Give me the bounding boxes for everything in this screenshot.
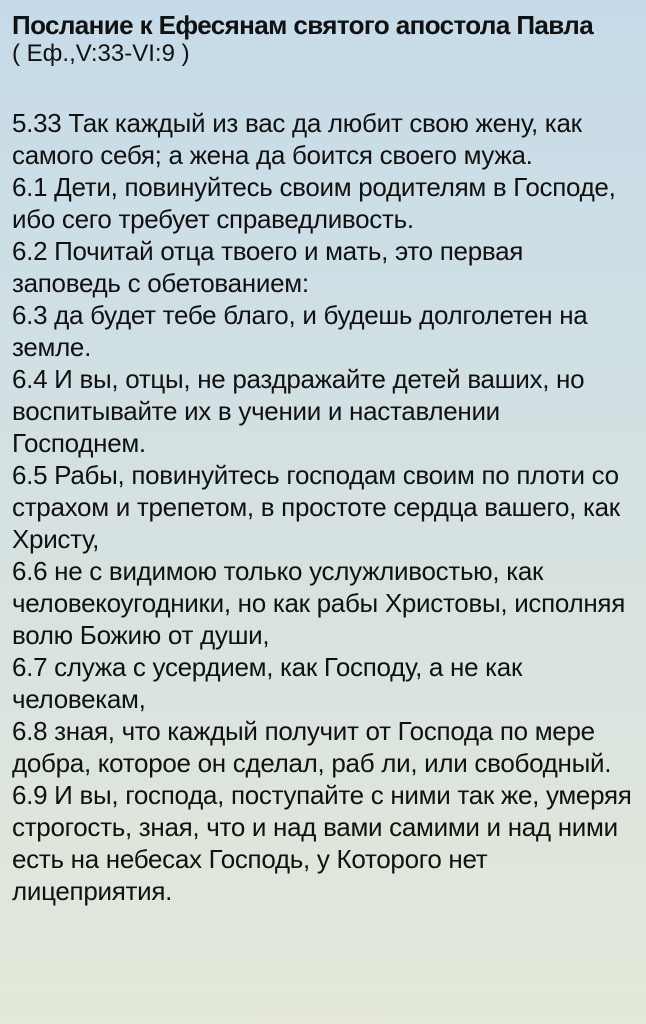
verse-6-4: 6.4 И вы, отцы, не раздражайте детей ваших, но воспитывайте их в учении и наставлении Господнем. xyxy=(12,364,585,458)
verse-6-2: 6.2 Почитай отца твоего и мать, это первая заповедь с обетованием: xyxy=(12,236,524,298)
verse-5-33: 5.33 Так каждый из вас да любит свою жену, как самого себя; а жена да боится своего мужа. xyxy=(12,108,582,170)
verse-6-7: 6.7 служа с усердием, как Господу, а не как человекам, xyxy=(12,652,523,714)
verse-6-8: 6.8 зная, что каждый получит от Господа по мере добра, которое он сделал, раб ли, или свободный. xyxy=(12,716,612,778)
verse-6-9: 6.9 И вы, господа, поступайте с ними так же, умеряя строгость, зная, что и над вами самими и над ними есть на небесах Господь, у Которого нет лицеприятия. xyxy=(12,780,632,906)
page-title: Послание к Ефесянам святого апостола Павла xyxy=(12,10,594,40)
verse-6-6: 6.6 не с видимою только услужливостью, как человекоугодники, но как рабы Христовы, исполняя волю Божию от души, xyxy=(12,556,625,650)
verse-6-5: 6.5 Рабы, повинуйтесь господам своим по плоти со страхом и трепетом, в простоте сердца вашего, как Христу, xyxy=(12,460,620,554)
verse-list xyxy=(12,107,634,907)
verse-6-1: 6.1 Дети, повинуйтесь своим родителям в Господе, ибо сего требует справедливость. xyxy=(12,172,616,234)
scripture-reference: ( Еф.,V:33-VI:9 ) xyxy=(12,40,190,67)
verse-6-3: 6.3 да будет тебе благо, и будешь долголетен на земле. xyxy=(12,300,588,362)
